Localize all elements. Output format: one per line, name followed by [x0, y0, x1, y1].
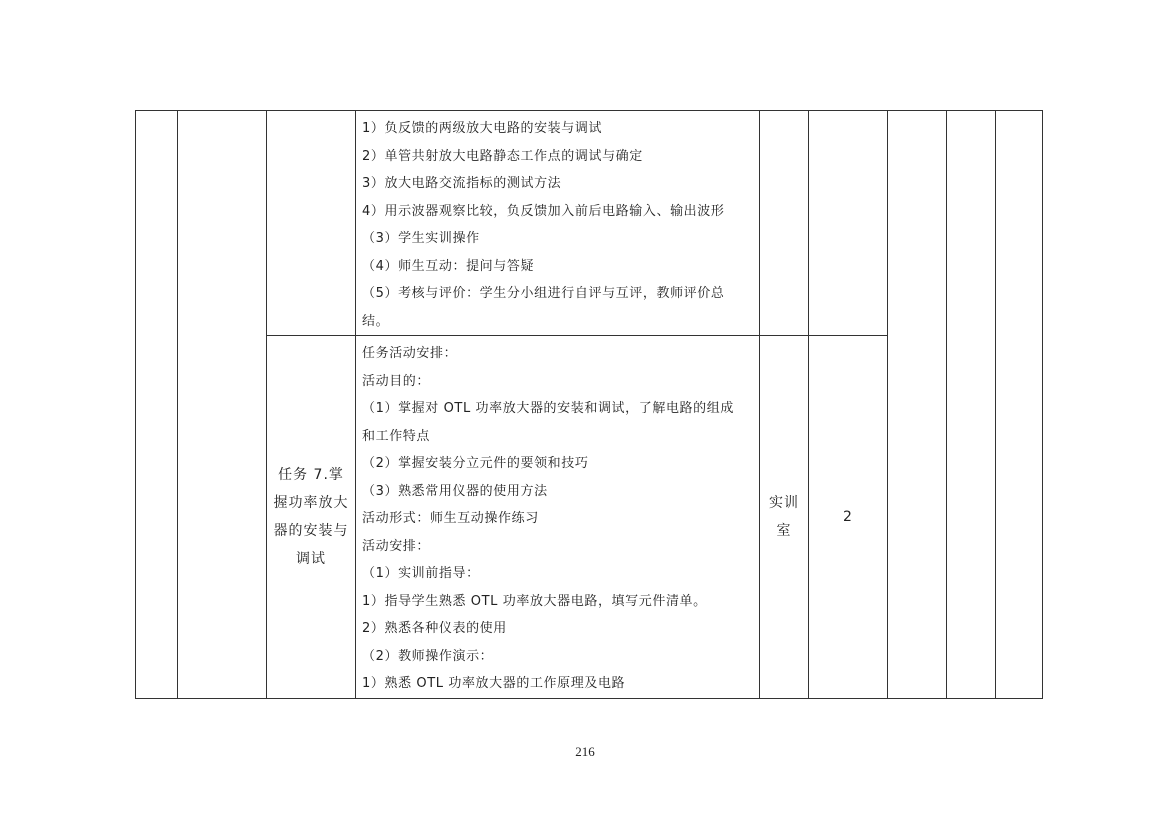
page-number: 216 [575, 744, 595, 759]
task-name-line: 器的安装与 [273, 522, 349, 539]
content-line: （1）实训前指导： [362, 566, 480, 581]
hours-value: 2 [843, 508, 853, 525]
content-line: （2）教师操作演示： [362, 648, 494, 664]
location-cell-top [760, 111, 809, 336]
course-plan-table [135, 110, 1043, 699]
content-line: （4）师生互动：提问与答疑 [362, 258, 535, 274]
blank-cell-col7 [888, 111, 947, 699]
task-name-line: 任务 7.掌 [278, 466, 344, 483]
content-line: （3）学生实训操作 [362, 231, 480, 246]
blank-cell-col1 [136, 111, 178, 699]
content-line: 2）单管共射放大电路静态工作点的调试与确定 [362, 148, 643, 164]
content-line: 任务活动安排： [362, 346, 458, 361]
blank-cell-col2 [178, 111, 267, 699]
content-cell-task7 [356, 336, 760, 699]
task-name-line: 调试 [296, 550, 326, 567]
hours-cell [809, 336, 888, 699]
content-line: 活动安排： [362, 538, 431, 554]
blank-cell-col8 [947, 111, 996, 699]
content-line: 结。 [362, 313, 390, 329]
content-line: 1）负反馈的两级放大电路的安装与调试 [362, 121, 603, 136]
content-line: 1）指导学生熟悉 OTL 功率放大器电路，填写元件清单。 [362, 593, 707, 609]
blank-cell-col9 [996, 111, 1043, 699]
content-line: （3）熟悉常用仪器的使用方法 [362, 483, 548, 499]
location-cell [760, 336, 809, 699]
content-line: （1）掌握对 OTL 功率放大器的安装和调试，了解电路的组成 [362, 401, 734, 416]
task-name-line: 握功率放大 [273, 494, 349, 511]
location-line: 实训 [769, 494, 799, 511]
content-cell-top [356, 111, 760, 336]
content-line: 活动目的： [362, 373, 431, 389]
content-line: 4）用示波器观察比较，负反馈加入前后电路输入、输出波形 [362, 203, 725, 219]
location-line: 室 [776, 522, 792, 539]
content-line: 2）熟悉各种仪表的使用 [362, 621, 507, 636]
table-row-top [136, 111, 1043, 336]
task-name-cell [267, 336, 356, 699]
content-line: 1）熟悉 OTL 功率放大器的工作原理及电路 [362, 676, 626, 691]
content-line: （2）掌握安装分立元件的要领和技巧 [362, 456, 589, 471]
content-line: （5）考核与评价：学生分小组进行自评与互评，教师评价总 [362, 286, 725, 301]
content-line: 活动形式：师生互动操作练习 [362, 511, 539, 526]
content-line: 3）放大电路交流指标的测试方法 [362, 176, 562, 191]
task-name-cell-top [267, 111, 356, 336]
hours-cell-top [809, 111, 888, 336]
content-line: 和工作特点 [362, 428, 431, 444]
